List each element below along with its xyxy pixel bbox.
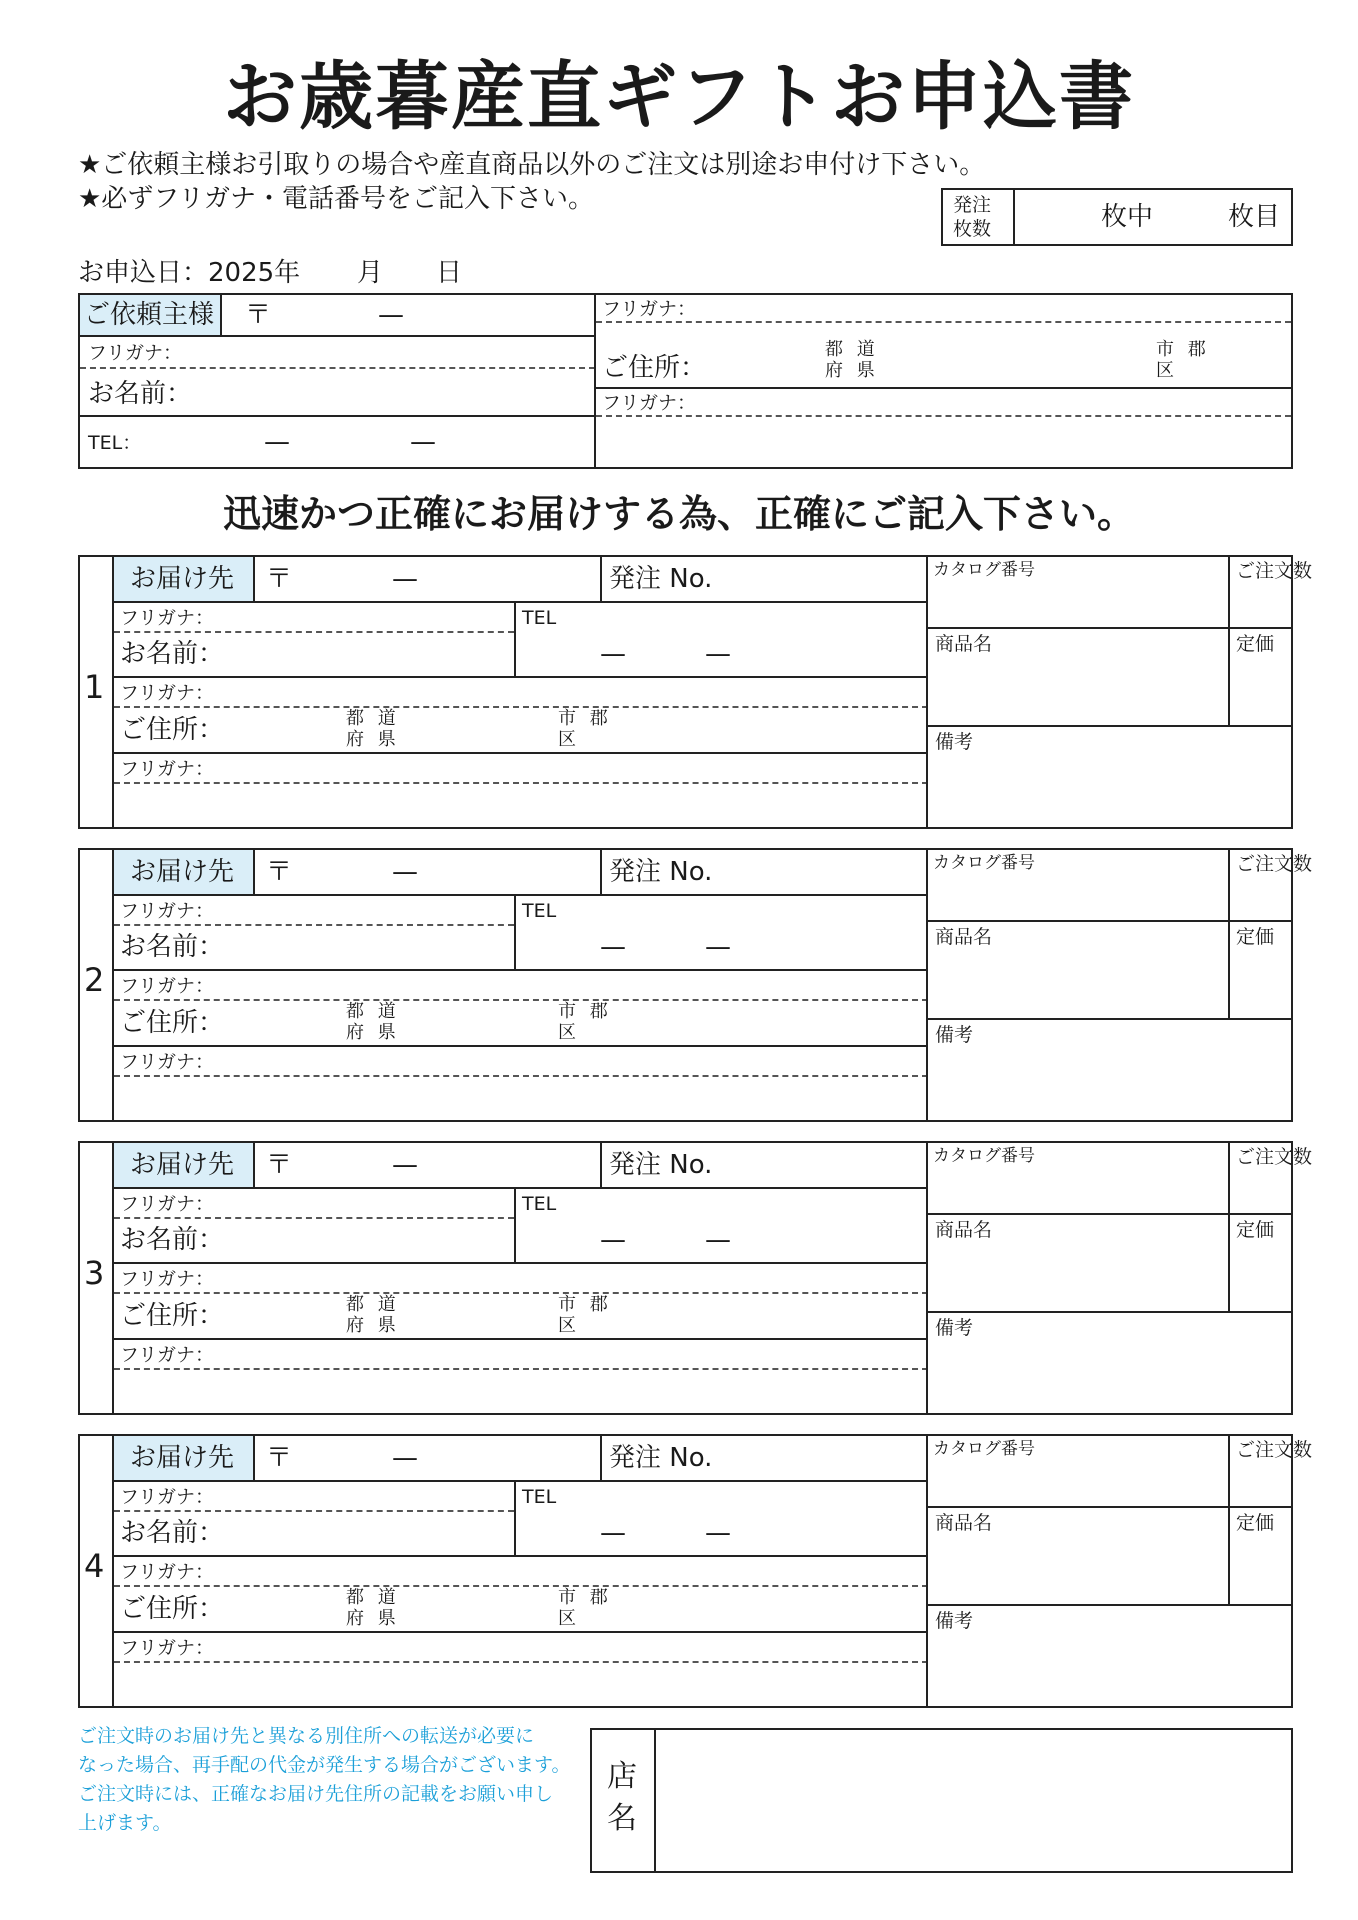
footer-note-line-1: ご注文時のお届け先と異なる別住所への転送が必要に [78, 1725, 535, 1747]
requester-pref-top: 都 道 [825, 339, 879, 360]
requester-tel-dash-1: — [264, 427, 290, 457]
delivery-label: お届け先 [130, 564, 235, 594]
delivery-postal-mark: 〒 [266, 1443, 293, 1473]
delivery-pref-top: 都 道 [346, 1001, 400, 1022]
price-label: 定価 [1236, 926, 1275, 948]
delivery-block-4 [78, 1434, 1313, 1708]
requester-tel-dash-2: — [410, 427, 436, 457]
sheet-of-label: 枚中 [1101, 202, 1154, 232]
requester-furigana-label: フリガナ： [88, 342, 183, 364]
delivery-address-label: ご住所： [120, 1301, 225, 1331]
delivery-address-furigana-label: フリガナ： [120, 1561, 215, 1583]
requester-address-label: ご住所： [602, 353, 707, 383]
delivery-block-2 [78, 848, 1313, 1122]
order-no-label: 発注 No. [609, 1150, 713, 1180]
delivery-block-3 [78, 1141, 1313, 1415]
delivery-label: お届け先 [130, 857, 235, 887]
delivery-number: 1 [84, 668, 105, 706]
delivery-postal-dash: — [392, 857, 418, 887]
catalog-no-label: カタログ番号 [933, 1439, 1035, 1459]
delivery-number: 2 [84, 961, 105, 999]
delivery-tel-label: TEL [522, 1193, 557, 1215]
delivery-city-bottom: 区 [558, 1608, 580, 1629]
product-name-label: 商品名 [935, 926, 993, 948]
postal-mark: 〒 [245, 300, 272, 330]
price-label: 定価 [1236, 1219, 1275, 1241]
requester-tel-label: TEL： [88, 432, 142, 454]
quantity-label: ご注文数 [1236, 1439, 1313, 1461]
delivery-city-bottom: 区 [558, 729, 580, 750]
product-name-label: 商品名 [935, 1219, 993, 1241]
store-label-2: 名 [607, 1801, 637, 1836]
delivery-tel-label: TEL [522, 900, 557, 922]
catalog-no-label: カタログ番号 [933, 853, 1035, 873]
catalog-no-label: カタログ番号 [933, 1146, 1035, 1166]
remarks-label: 備考 [935, 1024, 974, 1046]
delivery-block-1 [78, 555, 1313, 829]
delivery-address2-furigana-label: フリガナ： [120, 1344, 215, 1366]
footer-note-line-3: ご注文時には、正確なお届け先住所の記載をお願い申し [78, 1783, 554, 1805]
delivery-name-label: お名前： [120, 932, 225, 962]
delivery-tel-dash-1: — [600, 639, 626, 669]
delivery-tel-dash-1: — [600, 1225, 626, 1255]
sheet-count-label-top: 発注 [953, 194, 992, 216]
remarks-label: 備考 [935, 1610, 974, 1632]
sheet-count-label-bottom: 枚数 [953, 218, 992, 240]
delivery-postal-mark: 〒 [266, 857, 293, 887]
delivery-name-label: お名前： [120, 639, 225, 669]
delivery-tel-label: TEL [522, 1486, 557, 1508]
postal-dash: — [378, 300, 404, 330]
delivery-label: お届け先 [130, 1150, 235, 1180]
delivery-tel-dash-1: — [600, 932, 626, 962]
delivery-postal-dash: — [392, 564, 418, 594]
product-name-label: 商品名 [935, 633, 993, 655]
delivery-address-label: ご住所： [120, 715, 225, 745]
delivery-pref-bottom: 府 県 [346, 729, 400, 750]
delivery-tel-label: TEL [522, 607, 557, 629]
footer-note-line-4: 上げます。 [78, 1812, 172, 1834]
delivery-tel-dash-1: — [600, 1518, 626, 1548]
delivery-postal-dash: — [392, 1443, 418, 1473]
sheet-nth-label: 枚目 [1228, 202, 1281, 232]
requester-address2-furigana-label: フリガナ： [602, 392, 697, 414]
delivery-address2-furigana-label: フリガナ： [120, 758, 215, 780]
application-day-label: 日 [436, 258, 463, 288]
delivery-postal-dash: — [392, 1150, 418, 1180]
delivery-address-label: ご住所： [120, 1008, 225, 1038]
delivery-address-furigana-label: フリガナ： [120, 1268, 215, 1290]
delivery-pref-top: 都 道 [346, 1587, 400, 1608]
delivery-name-label: お名前： [120, 1518, 225, 1548]
delivery-city-top: 市 郡 [558, 708, 612, 729]
remarks-label: 備考 [935, 1317, 974, 1339]
order-no-label: 発注 No. [609, 564, 713, 594]
requester-address-furigana-label: フリガナ： [602, 298, 697, 320]
delivery-city-top: 市 郡 [558, 1587, 612, 1608]
quantity-label: ご注文数 [1236, 1146, 1313, 1168]
application-month-label: 月 [357, 258, 384, 288]
delivery-city-top: 市 郡 [558, 1001, 612, 1022]
delivery-address-furigana-label: フリガナ： [120, 682, 215, 704]
delivery-postal-mark: 〒 [266, 1150, 293, 1180]
catalog-no-label: カタログ番号 [933, 560, 1035, 580]
remarks-label: 備考 [935, 731, 974, 753]
requester-pref-bottom: 府 県 [825, 360, 879, 381]
delivery-pref-bottom: 府 県 [346, 1608, 400, 1629]
product-name-label: 商品名 [935, 1512, 993, 1534]
delivery-pref-bottom: 府 県 [346, 1022, 400, 1043]
requester-table [78, 293, 1293, 469]
delivery-name-label: お名前： [120, 1225, 225, 1255]
quantity-label: ご注文数 [1236, 853, 1313, 875]
accuracy-heading: 迅速かつ正確にお届けする為、正確にご記入下さい。 [222, 492, 1135, 536]
delivery-number: 3 [84, 1254, 105, 1292]
delivery-address-label: ご住所： [120, 1594, 225, 1624]
note-line-1: ★ご依頼主様お引取りの場合や産直商品以外のご注文は別途お申付け下さい。 [78, 150, 986, 180]
delivery-furigana-label: フリガナ： [120, 1486, 215, 1508]
delivery-furigana-label: フリガナ： [120, 1193, 215, 1215]
delivery-label: お届け先 [130, 1443, 235, 1473]
footer-note [78, 1722, 598, 1838]
delivery-tel-dash-2: — [705, 932, 731, 962]
sheet-count-box [941, 188, 1293, 246]
delivery-pref-bottom: 府 県 [346, 1315, 400, 1336]
delivery-number: 4 [84, 1547, 105, 1585]
delivery-address2-furigana-label: フリガナ： [120, 1637, 215, 1659]
form-title: お歳暮産直ギフトお申込書 [223, 54, 1135, 140]
delivery-pref-top: 都 道 [346, 708, 400, 729]
delivery-furigana-label: フリガナ： [120, 607, 215, 629]
delivery-tel-dash-2: — [705, 1225, 731, 1255]
order-no-label: 発注 No. [609, 1443, 713, 1473]
delivery-postal-mark: 〒 [266, 564, 293, 594]
delivery-city-bottom: 区 [558, 1022, 580, 1043]
footer-note-line-2: なった場合、再手配の代金が発生する場合がございます。 [78, 1754, 571, 1776]
price-label: 定価 [1236, 633, 1275, 655]
requester-city-top: 市 郡 [1156, 339, 1210, 360]
delivery-city-top: 市 郡 [558, 1294, 612, 1315]
note-line-2: ★必ずフリガナ・電話番号をご記入下さい。 [78, 184, 595, 214]
delivery-tel-dash-2: — [705, 1518, 731, 1548]
delivery-pref-top: 都 道 [346, 1294, 400, 1315]
store-name-field[interactable] [658, 1732, 1291, 1869]
delivery-address-furigana-label: フリガナ： [120, 975, 215, 997]
requester-name-label: お名前： [88, 379, 193, 409]
application-date-label: お申込日：2025年 [78, 258, 301, 288]
requester-city-bottom: 区 [1156, 360, 1178, 381]
delivery-address2-furigana-label: フリガナ： [120, 1051, 215, 1073]
delivery-tel-dash-2: — [705, 639, 731, 669]
price-label: 定価 [1236, 1512, 1275, 1534]
delivery-city-bottom: 区 [558, 1315, 580, 1336]
quantity-label: ご注文数 [1236, 560, 1313, 582]
order-no-label: 発注 No. [609, 857, 713, 887]
store-label-1: 店 [607, 1759, 637, 1794]
delivery-furigana-label: フリガナ： [120, 900, 215, 922]
store-name-box [590, 1728, 1293, 1873]
requester-label: ご依頼主様 [84, 300, 215, 330]
